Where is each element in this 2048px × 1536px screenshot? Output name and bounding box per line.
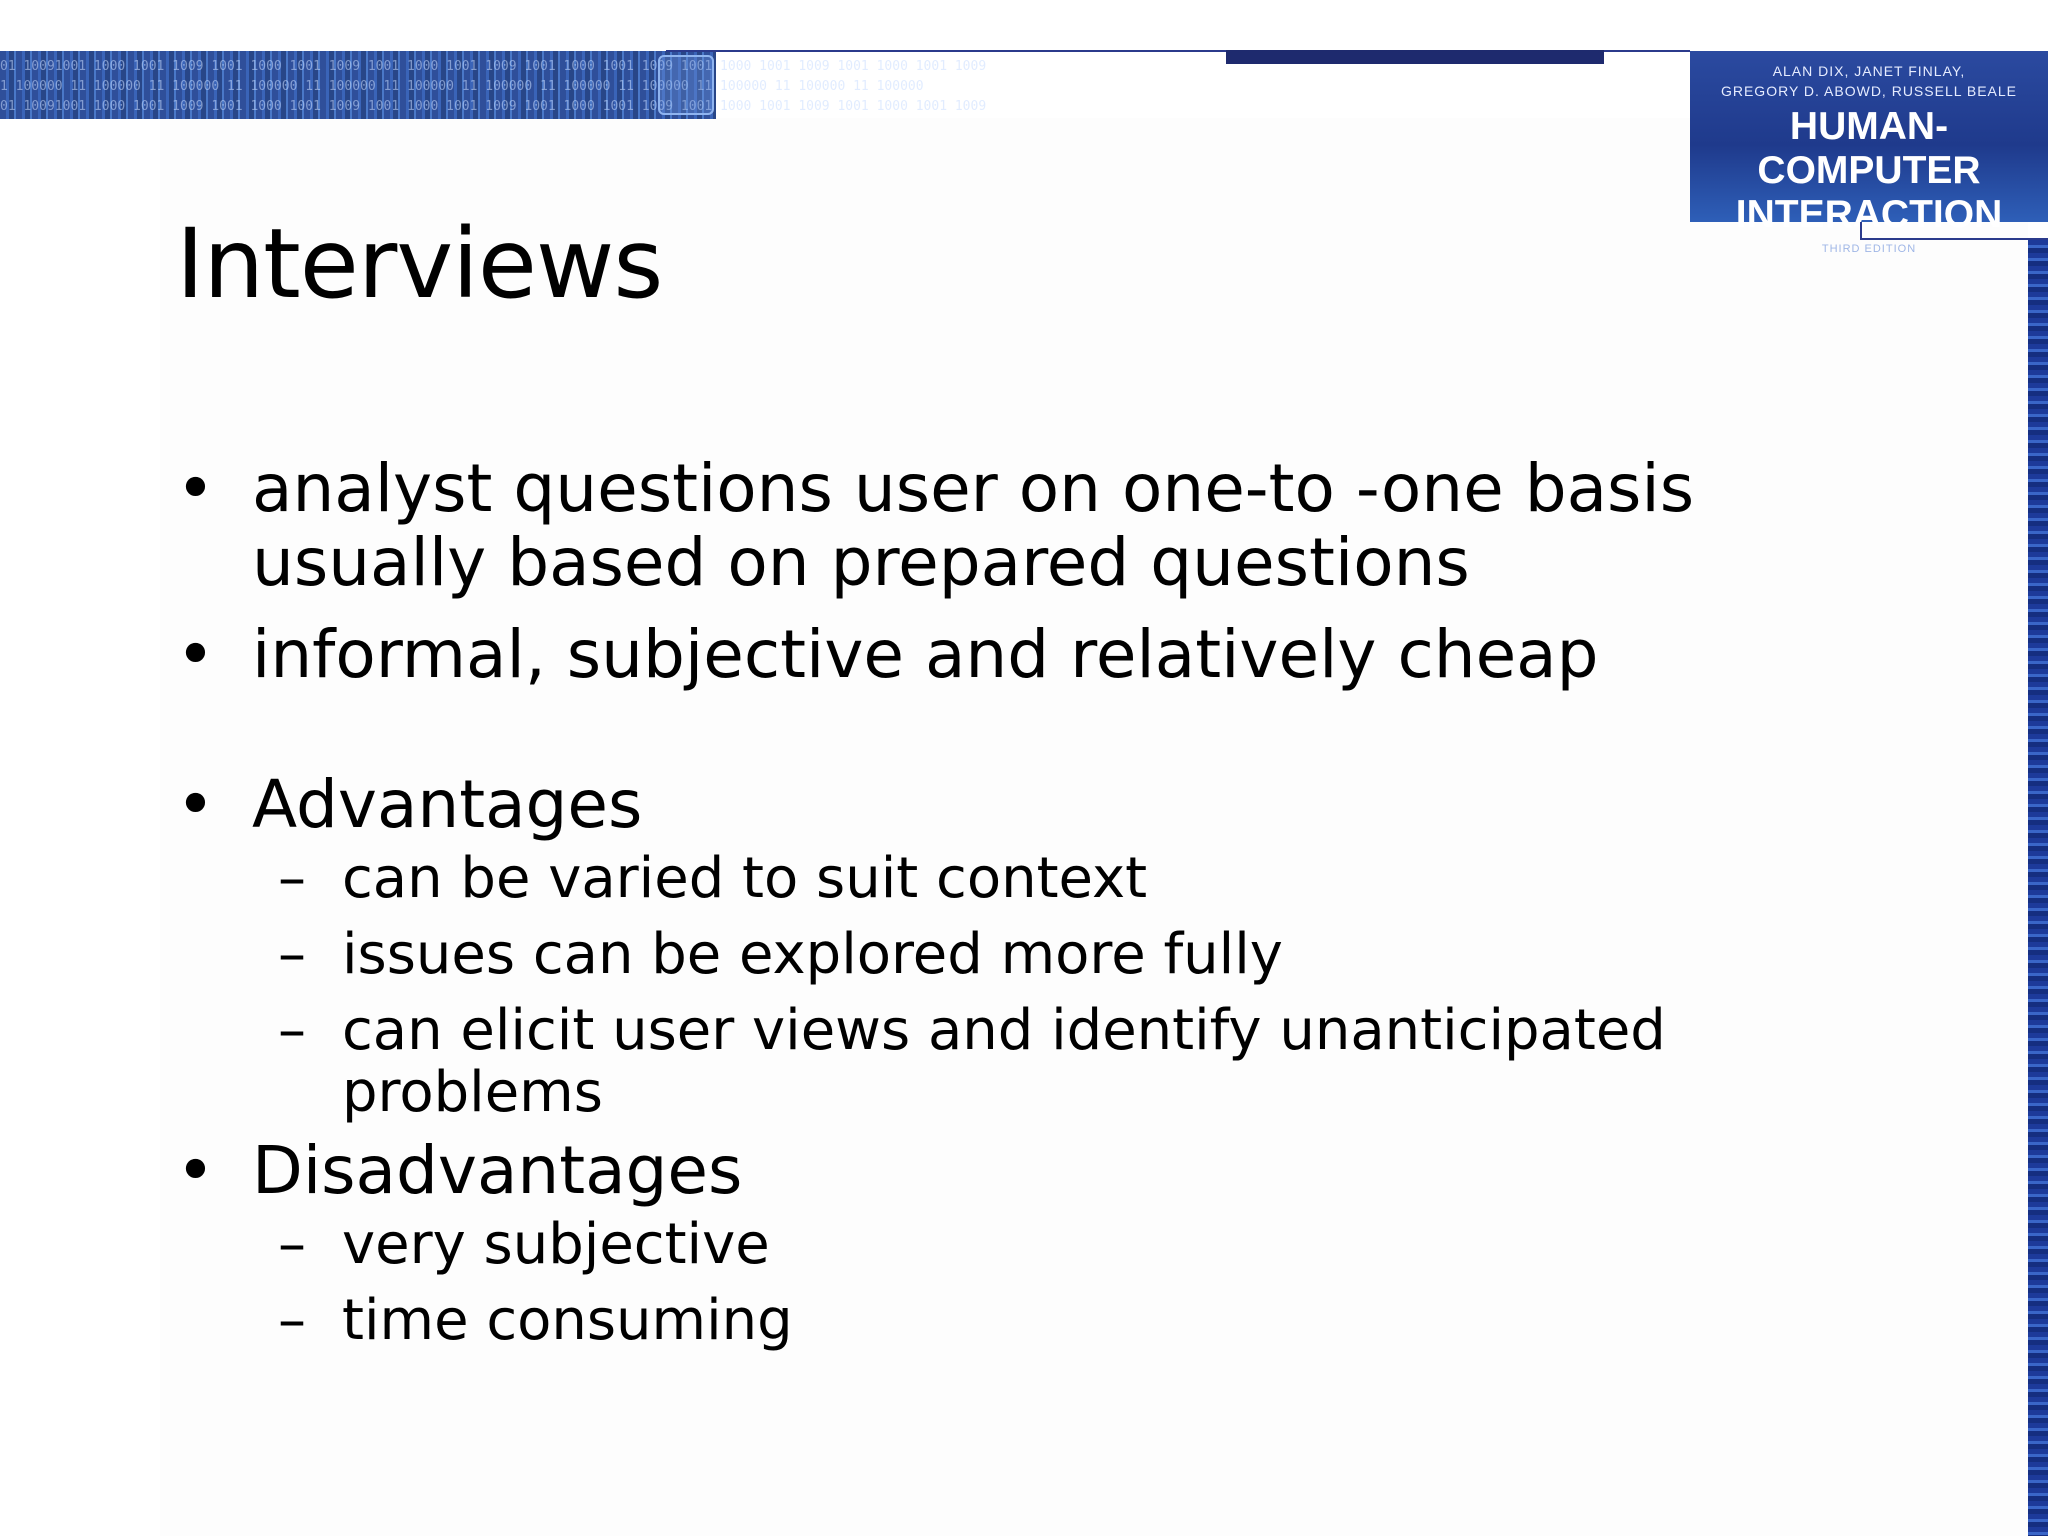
binary-banner <box>0 51 987 119</box>
bullet-text: • informal, subjective and relatively cheap <box>252 616 1599 693</box>
sub-bullet-text-line: – can elicit user views and identify unanticipated <box>342 998 1666 1063</box>
sub-bullet-item <box>176 848 1776 910</box>
bullet-item <box>176 768 1776 842</box>
bullet-text: • Disadvantages <box>252 1132 743 1209</box>
cover-title-line: HUMAN-COMPUTER <box>1757 105 1981 192</box>
bullet-item <box>176 452 1776 600</box>
sub-bullet-item <box>176 1290 1776 1352</box>
banner-binary-row: 01 10091001 1000 1001 1009 1001 1000 1001 1009 1001 1000 1001 1009 1001 1000 1001 1009 1001 1000 1001 1009 1001 1000 1001 1009 <box>0 99 987 114</box>
sub-bullet-text: – issues can be explored more fully <box>342 922 1283 987</box>
header-tab <box>1226 50 1604 64</box>
right-edge-strip <box>2028 240 2048 1536</box>
cover-edition: THIRD EDITION <box>1821 243 1917 255</box>
sub-bullet-text: – can be varied to suit context <box>342 846 1148 911</box>
cover-authors-line: GREGORY D. ABOWD, RUSSELL BEALE <box>1720 83 2018 99</box>
cover-title-line: INTERACTION <box>1735 193 2003 236</box>
sub-bullet-item <box>176 924 1776 986</box>
book-cover <box>1690 51 2048 255</box>
bullet-item <box>176 1134 1776 1208</box>
bullet-text-line: usually based on prepared questions <box>252 524 1470 601</box>
bullet-item <box>176 618 1776 692</box>
chip-icon <box>658 55 714 115</box>
bullet-text-line: • analyst questions user on one-to -one basis <box>252 450 1695 527</box>
slide-content <box>176 452 1776 1352</box>
slide-title: Interviews <box>176 208 663 320</box>
cover-authors <box>1690 61 2048 101</box>
sub-bullet-item <box>176 1214 1776 1276</box>
sub-bullet-text-line: problems <box>342 1060 603 1125</box>
cover-authors-line: ALAN DIX, JANET FINLAY, <box>1772 63 1966 79</box>
banner-binary-row: 01 10091001 1000 1001 1009 1001 1000 1001 1009 1001 1000 1001 1009 1001 1000 1001 1009 1001 1000 1001 1009 1001 1000 1001 1009 <box>0 59 987 74</box>
sub-bullet-item <box>176 1000 1776 1124</box>
banner-binary-row: 1 100000 11 100000 11 100000 11 100000 11 100000 11 100000 11 100000 11 100000 11 100000 11 100000 11 100000 11 100000 <box>0 79 924 94</box>
sub-bullet-text: – very subjective <box>342 1212 770 1277</box>
bullet-text: • Advantages <box>252 766 643 843</box>
sub-bullet-text: – time consuming <box>342 1288 793 1353</box>
cover-title <box>1690 105 2048 237</box>
cover-frame-line <box>1860 222 2048 240</box>
